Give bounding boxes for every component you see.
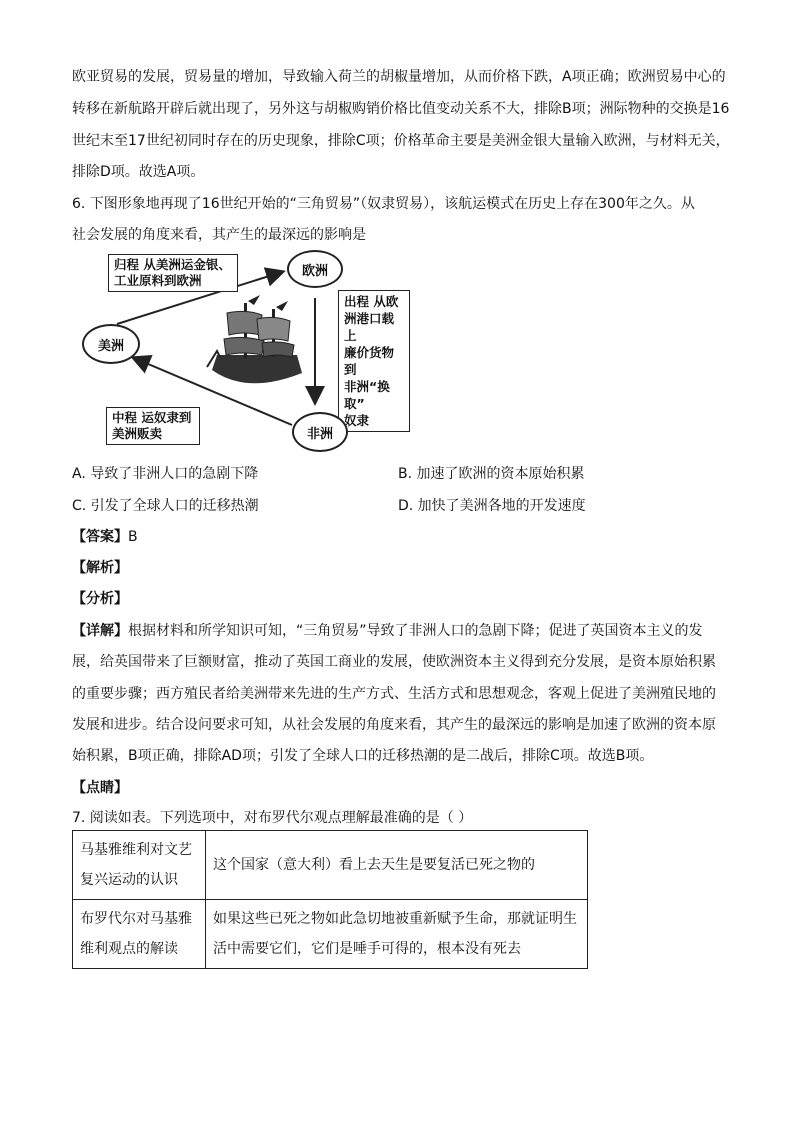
outbound-trip-line-3: 廉价货物到 <box>344 345 395 377</box>
outbound-trip-line-2: 洲港口载上 <box>344 311 395 343</box>
q6-option-a: A. 导致了非洲人口的急剧下降 <box>72 466 259 482</box>
prev-solution-line-2: 转移在新航路开辟后就出现了，另外这与胡椒购销价格比值变动关系不大，排除B项；洲际物种的交换是16 <box>72 101 730 117</box>
return-trip-box <box>108 254 238 292</box>
return-trip-line-2: 工业原料到欧洲 <box>114 273 202 288</box>
return-trip-line-1: 归程 从美洲运金银、 <box>114 257 231 272</box>
outbound-trip-line-1: 出程 从欧 <box>344 294 399 309</box>
outbound-trip-box <box>338 290 410 432</box>
answer-value: B <box>128 529 138 545</box>
europe-node: 欧洲 <box>287 250 343 288</box>
row1-content-line-1: 这个国家（意大利）看上去天生是要复活已死之物的 <box>213 857 535 873</box>
q6-detail-line-3: 的重要步骤；西方殖民者给美洲带来先进的生产方式、生活方式和思想观念，客观上促进了美洲殖民地的 <box>72 686 716 702</box>
table-row-header <box>73 831 206 900</box>
table-row-header <box>73 900 206 969</box>
americas-node: 美洲 <box>82 324 140 364</box>
table-row <box>73 900 588 969</box>
middle-trip-line-1: 中程 运奴隶到 <box>112 410 192 425</box>
prev-solution-line-4: 排除D项。故选A项。 <box>72 164 205 180</box>
q6-answer <box>72 526 138 546</box>
answer-tag: 【答案】 <box>72 529 128 545</box>
detail-tag: 【详解】 <box>72 623 128 639</box>
outbound-trip-line-4: 非洲“换取” <box>344 379 390 411</box>
q6-stem-line-1: 6. 下图形象地再现了16世纪开始的“三角贸易”（奴隶贸易），该航运模式在历史上存在300年之久。从 <box>72 196 695 212</box>
table-row-content <box>206 831 588 900</box>
q7-table <box>72 830 588 969</box>
middle-trip-box <box>106 407 200 445</box>
q6-detail-line-1 <box>72 620 703 640</box>
table-row-content <box>206 900 588 969</box>
q7-stem: 7. 阅读如表。下列选项中，对布罗代尔观点理解最准确的是（ ） <box>72 810 473 826</box>
row2-header-line-2: 维利观点的解读 <box>80 941 178 957</box>
row1-header-line-2: 复兴运动的认识 <box>80 872 178 888</box>
row2-header-line-1: 布罗代尔对马基雅 <box>80 911 192 927</box>
prev-solution-line-1: 欧亚贸易的发展，贸易量的增加，导致输入荷兰的胡椒量增加，从而价格下跌，A项正确；欧洲贸易中心的 <box>72 69 726 85</box>
row1-header-line-1: 马基雅维利对文艺 <box>80 842 192 858</box>
sailing-ship-icon <box>207 295 302 383</box>
q6-option-d: D. 加快了美洲各地的开发速度 <box>398 498 586 514</box>
q6-option-b: B. 加速了欧洲的资本原始积累 <box>398 466 585 482</box>
dianjing-tag: 【点睛】 <box>72 780 128 796</box>
q6-detail-line-4: 发展和进步。结合设问要求可知，从社会发展的角度来看，其产生的最深远的影响是加速了欧洲的资本原 <box>72 717 716 733</box>
middle-trip-line-2: 美洲贩卖 <box>112 426 163 441</box>
outbound-trip-line-5: 奴隶 <box>344 413 370 428</box>
row2-content-line-2: 活中需要它们，它们是唾手可得的，根本没有死去 <box>213 941 521 957</box>
analysis-tag: 【解析】 <box>72 560 128 576</box>
fenxi-tag: 【分析】 <box>72 591 128 607</box>
prev-solution-line-3: 世纪末至17世纪初同时存在的历史现象，排除C项；价格革命主要是美洲金银大量输入欧洲，与材料无关， <box>72 133 730 149</box>
q6-stem-line-2: 社会发展的角度来看，其产生的最深远的影响是 <box>72 227 366 243</box>
table-row <box>73 831 588 900</box>
africa-node: 非洲 <box>292 412 348 452</box>
triangle-trade-diagram <box>72 250 422 460</box>
detail-text-1: 根据材料和所学知识可知，“三角贸易”导致了非洲人口的急剧下降；促进了英国资本主义的发 <box>128 623 703 639</box>
q6-detail-line-2: 展，给英国带来了巨额财富，推动了英国工商业的发展，使欧洲资本主义得到充分发展，是资本原始积累 <box>72 654 716 670</box>
q6-option-c: C. 引发了全球人口的迁移热潮 <box>72 498 259 514</box>
q6-detail-line-5: 始积累，B项正确，排除AD项；引发了全球人口的迁移热潮的是二战后，排除C项。故选B项。 <box>72 748 654 764</box>
row2-content-line-1: 如果这些已死之物如此急切地被重新赋予生命，那就证明生 <box>213 911 577 927</box>
